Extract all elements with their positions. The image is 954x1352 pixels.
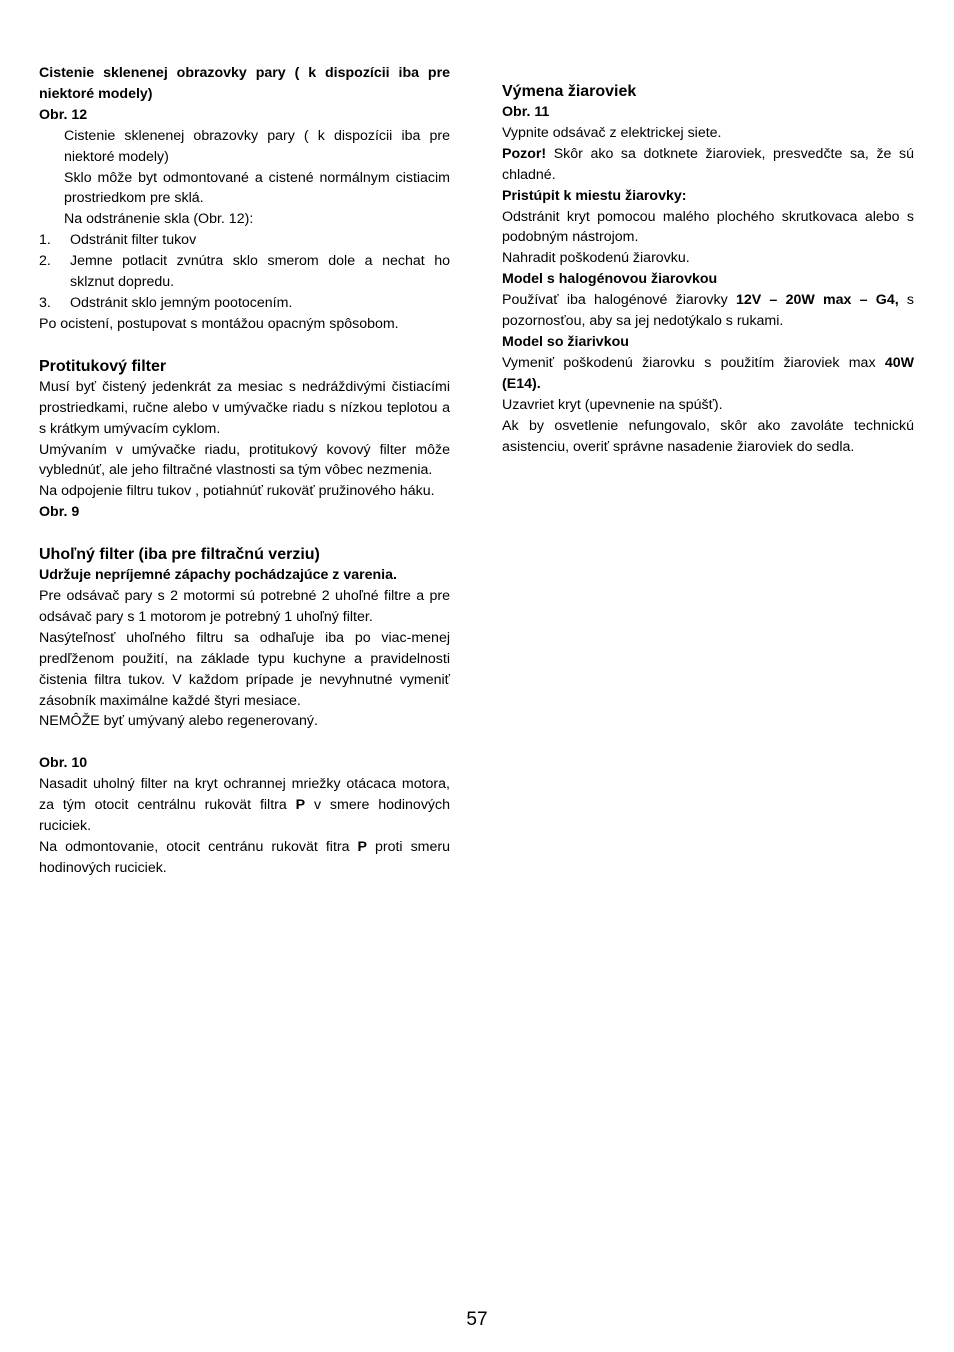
list-number: 2.	[39, 253, 51, 270]
page-number: 57	[466, 1309, 488, 1330]
paragraph: Na odpojenie filtru tukov , potiahnúť rukoväť pružinového háku.	[39, 483, 435, 500]
text-run: Používať iba halogénové žiarovky	[502, 292, 736, 309]
paragraph	[39, 774, 450, 837]
bulb-spec: 40W (E14).	[502, 354, 914, 392]
filter-handle-label: P	[295, 797, 306, 814]
carbon-filter-heading: Uhoľný filter (iba pre filtračnú verziu)	[39, 546, 320, 564]
paragraph: Nahradit poškodenú žiarovku.	[502, 250, 690, 267]
text-run: proti smeru hodinových ruciciek.	[39, 839, 451, 876]
figure-ref-11: Obr. 11	[502, 104, 550, 120]
carbon-filter-subtitle: Udržuje nepríjemné zápachy pochádzajúce z varenia.	[39, 567, 397, 584]
paragraph: Umývaním v umývačke riadu, protitukový kovový filter môže vyblednúť, ale jeho filtračné vlastnosti sa tým vôbec nezmenia.	[39, 441, 450, 479]
figure-ref-12: Obr. 12	[39, 106, 88, 123]
spacer	[39, 523, 450, 544]
figure-ref-10: Obr. 10	[39, 755, 88, 772]
bulb-replacement-heading: Výmena žiaroviek	[502, 83, 637, 100]
spacer	[502, 63, 914, 81]
warning-label: Pozor!	[502, 145, 547, 162]
spacer	[39, 335, 450, 356]
paragraph: Vypnite odsávač z elektrickej siete.	[502, 124, 722, 141]
paragraph: NEMÔŽE byť umývaný alebo regenerovaný.	[39, 713, 318, 730]
paragraph: Ak by osvetlenie nefungovalo, skôr ako zavoláte technickú asistenciu, overiť správne nasadenie žiaroviek do sedla.	[502, 417, 914, 455]
halogen-model-subheading: Model s halogénovou žiarovkou	[502, 271, 718, 288]
figure-ref-9: Obr. 9	[39, 504, 80, 521]
access-subheading: Pristúpit k miestu žiarovky:	[502, 187, 687, 204]
paragraph: Musí byť čistený jedenkrát za mesiac s nedráždivými čistiacími prostriedkami, ručne alebo v umývačke riadu s nízkou teplotou a s krátkym umývacím cyklom.	[39, 378, 450, 437]
right-column	[502, 63, 914, 457]
list-number: 1.	[39, 232, 51, 249]
filter-handle-label: P	[357, 839, 367, 855]
left-column	[39, 63, 450, 879]
paragraph: Uzavriet kryt (upevnenie na spúšť).	[502, 396, 723, 413]
text-run: Nasadit uholný filter na kryt ochrannej mriežky otácaca motora, za tým otocit centrálnu rukovät filtra	[39, 776, 450, 814]
paragraph: Na odstránenie skla (Obr. 12):	[64, 211, 254, 228]
text-run: Na odmontovanie, otocit centránu rukovät fitra	[39, 839, 358, 855]
text-run: Vymeniť poškodenú žiarovku s použitím žiaroviek max	[502, 354, 885, 371]
paragraph: Po ocistení, postupovat s montážou opacným spôsobom.	[39, 315, 399, 332]
list-item	[39, 251, 450, 293]
paragraph	[502, 353, 914, 395]
paragraph: Odstránit kryt pomocou malého plochého skrutkovaca alebo s podobným nástrojom.	[502, 208, 914, 246]
list-text: Odstránit filter tukov	[70, 232, 197, 249]
list-item	[39, 293, 450, 314]
paragraph: Sklo môže byt odmontované a cistené normálnym cistiacim prostriedkom pre sklá.	[64, 169, 450, 207]
list-text: Jemne potlacit zvnútra sklo smerom dole a nechat ho sklznut dopredu.	[70, 253, 450, 291]
spacer	[39, 732, 450, 753]
glass-cleaning-title: Cistenie sklenenej obrazovky pary ( k dispozícii iba pre niektoré modely)	[39, 65, 450, 102]
paragraph	[502, 290, 914, 332]
bulb-model-subheading: Model so žiarivkou	[502, 333, 629, 350]
bulb-spec: 12V – 20W max – G4,	[735, 292, 899, 309]
paragraph: Cistenie sklenenej obrazovky pary ( k dispozícii iba pre niektoré modely)	[64, 127, 450, 165]
text-run: v smere hodinových ruciciek.	[39, 797, 450, 835]
text-run: s pozornosťou, aby sa jej nedotýkalo s rukami.	[502, 292, 915, 330]
text-run: Skôr ako sa dotknete žiaroviek, presvedčte sa, že sú chladné.	[502, 145, 914, 183]
list-item	[39, 230, 450, 251]
list-text: Odstránit sklo jemným pootocením.	[70, 294, 293, 311]
paragraph: Pre odsávač pary s 2 motormi sú potrebné 2 uhoľné filtre a pre odsávač pary s 1 motorom je potrebný 1 uhoľný filter.	[39, 588, 450, 625]
list-number: 3.	[39, 294, 51, 311]
paragraph	[502, 144, 914, 186]
paragraph: Nasýteľnosť uhoľného filtru sa odhaľuje iba po viac-menej predľženom použití, na základe typu kuchyne a pravidelnosti čistenia filtra tukov. V každom prípade je nevyhnutné vymeniť zásobník maximálne každé štyri mesiace.	[39, 629, 450, 709]
grease-filter-heading: Protitukový filter	[39, 357, 167, 375]
paragraph	[39, 837, 450, 879]
